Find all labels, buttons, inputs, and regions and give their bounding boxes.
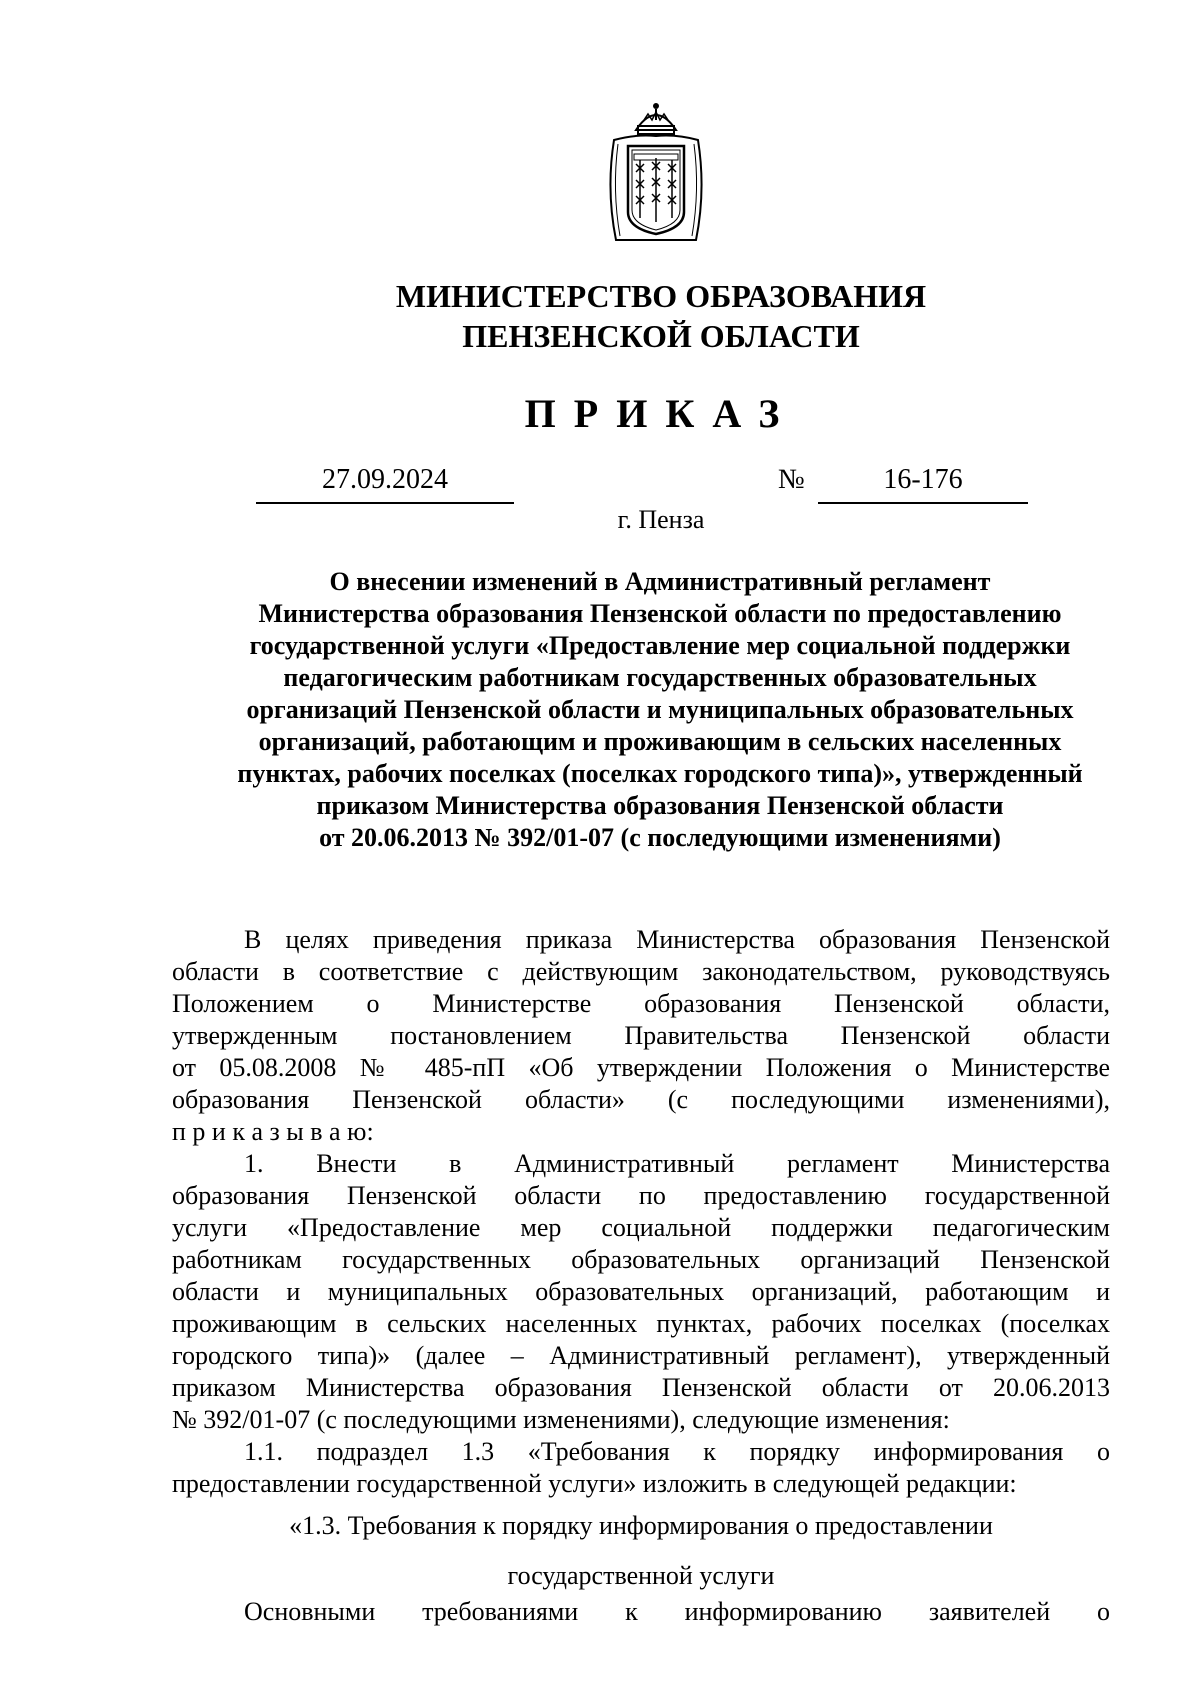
item-1-1-line: предоставлении государственной услуги» изложить в следующей редакции: [172, 1469, 1017, 1498]
heading-line: государственной услуги «Предоставление мер социальной поддержки [249, 631, 1071, 660]
heading-line: Министерства образования Пензенской области по предоставлению [258, 599, 1062, 628]
ministry-name-line-1: МИНИСТЕРСТВО ОБРАЗОВАНИЯ [395, 278, 927, 314]
preamble-paragraph [172, 924, 1110, 1148]
section-title-line-2: государственной услуги [507, 1561, 775, 1590]
order-heading [172, 566, 1148, 854]
item-1-line: работникам государственных образовательных организаций Пензенской [172, 1245, 1110, 1274]
item-1-line: образования Пензенской области по предоставлению государственной [172, 1181, 1110, 1210]
heading-line: от 20.06.2013 № 392/01-07 (с последующими изменениями) [319, 823, 1001, 852]
coat-of-arms-icon [596, 100, 716, 250]
heading-line: пунктах, рабочих поселках (поселках городского типа)», утвержденный [237, 759, 1083, 788]
last-paragraph-line: Основными требованиями к информированию заявителей о [244, 1597, 1110, 1626]
preamble-line: Положением о Министерстве образования Пензенской области, [172, 989, 1110, 1018]
order-date: 27.09.2024 [256, 458, 514, 504]
preamble-line: от 05.08.2008 № 485-пП «Об утверждении Положения о Министерстве [172, 1053, 1110, 1082]
preamble-line: области в соответствие с действующим законодательством, руководствуясь [172, 957, 1110, 986]
order-title: ПРИКАЗ [524, 391, 798, 436]
heading-line: О внесении изменений в Административный регламент [329, 567, 991, 596]
preamble-line: В целях приведения приказа Министерства образования Пензенской [244, 925, 1110, 954]
item-1-1-paragraph [172, 1436, 1110, 1500]
item-1-line: приказом Министерства образования Пензенской области от 20.06.2013 [172, 1373, 1110, 1402]
item-1-line: услуги «Предоставление мер социальной поддержки педагогическим [172, 1213, 1110, 1242]
last-paragraph [172, 1596, 1110, 1628]
heading-line: организаций Пензенской области и муниципальных образовательных [246, 695, 1074, 724]
order-number-sign: № [778, 464, 805, 495]
item-1-line: 1. Внести в Административный регламент Министерства [244, 1149, 1110, 1178]
item-1-line: области и муниципальных образовательных организаций, работающим и [172, 1277, 1110, 1306]
preamble-line: утвержденным постановлением Правительства Пензенской области [172, 1021, 1110, 1050]
heading-line: педагогическим работникам государственных образовательных [283, 663, 1037, 692]
item-1-line: проживающим в сельских населенных пунктах, рабочих поселках (поселках [172, 1309, 1110, 1338]
order-number: 16-176 [818, 458, 1028, 504]
item-1-line: № 392/01-07 (с последующими изменениями), следующие изменения: [172, 1405, 950, 1434]
heading-line: приказом Министерства образования Пензенской области [316, 791, 1004, 820]
section-title-line-1: «1.3. Требования к порядку информирования о предоставлении [289, 1511, 993, 1540]
item-1-line: городского типа)» (далее – Административный регламент), утвержденный [172, 1341, 1110, 1370]
preamble-line: п р и к а з ы в а ю: [172, 1117, 374, 1146]
ministry-name-line-2: ПЕНЗЕНСКОЙ ОБЛАСТИ [462, 318, 860, 354]
order-city: г. Пенза [617, 505, 705, 534]
item-1-1-line: 1.1. подраздел 1.3 «Требования к порядку информирования о [244, 1437, 1110, 1466]
preamble-line: образования Пензенской области» (с последующими изменениями), [172, 1085, 1110, 1114]
item-1-paragraph [172, 1148, 1110, 1436]
heading-line: организаций, работающим и проживающим в сельских населенных [258, 727, 1062, 756]
